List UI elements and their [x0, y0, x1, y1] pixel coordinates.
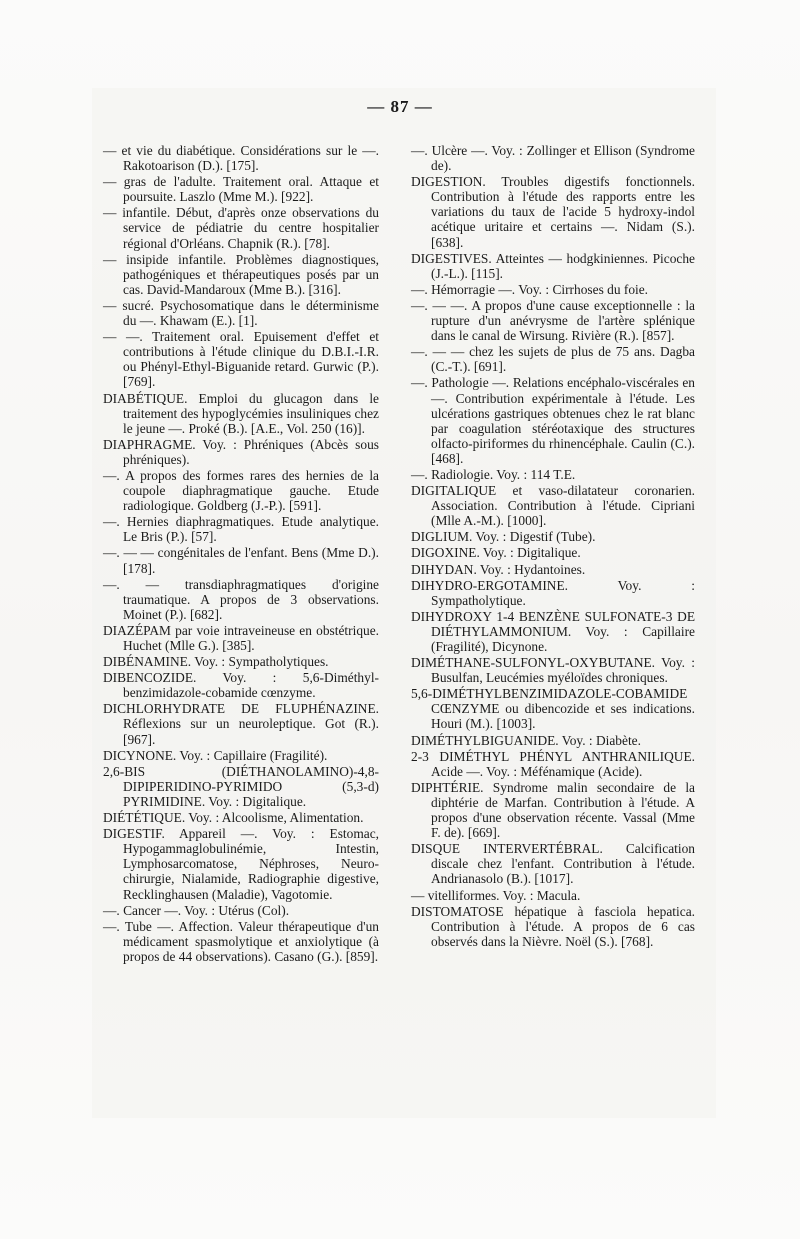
index-entry: DIHYDAN. Voy. : Hydantoines.: [411, 561, 586, 577]
index-entry: DIMÉTHYLBIGUANIDE. Voy. : Diabète.: [411, 732, 641, 748]
index-entry: — et vie du diabétique. Considérations sur le —. Rakotoarison (D.). [175].: [103, 143, 379, 174]
index-entry: DICHLORHYDRATE DE FLUPHÉNAZINE. Réflexions sur un neuroleptique. Got (R.). [967].: [103, 701, 379, 747]
index-entry: —. — transdiaphragmatiques d'origine traumatique. A propos de 3 observations. Moinet (P.). [682].: [103, 576, 379, 622]
index-entry: DIGESTION. Troubles digestifs fonctionnels. Contribution à l'étude des rapports entre les variations du taux de l'acide 5 hydroxy-indol acétique uritaire et certains —. Nidam (S.). [638].: [411, 174, 695, 250]
index-entry: — infantile. Début, d'après onze observations du service de pédiatrie du centre hospitalier régional d'Orléans. Chapnik (R.). [78].: [103, 205, 379, 251]
index-entry: —. Ulcère —. Voy. : Zollinger et Ellison (Syndrome de).: [411, 143, 695, 174]
index-entry: DIGESTIF. Appareil —. Voy. : Estomac, Hypogammaglobulinémie, Intestin, Lymphosarcomatose, Néphroses, Neuro-chirurgie, Nialamide, Radiographie digestive, Recklinghausen (Maladie), Vagotomie.: [103, 826, 379, 902]
index-entry: DIBENCOZIDE. Voy. : 5,6-Diméthyl-benzimidazole-cobamide cœnzyme.: [103, 670, 379, 701]
index-entry: —. Pathologie —. Relations encéphalo-viscérales en —. Contribution expérimentale à l'étude. Les ulcérations gastriques obtenues chez le rat blanc par coagulation stéréotaxique des structures olfacto-piriformes du rhinencéphale. Caulin (C.). [468].: [411, 375, 695, 466]
index-entry: —. Radiologie. Voy. : 114 T.E.: [411, 466, 576, 482]
index-entry: DIBÉNAMINE. Voy. : Sympatholytiques.: [103, 654, 329, 670]
right-column: [411, 143, 695, 950]
index-entry: —. Cancer —. Voy. : Utérus (Col).: [103, 902, 290, 918]
index-entry: DISTOMATOSE hépatique à fasciola hepatica. Contribution à l'étude. A propos de 6 cas observés dans la Nièvre. Noël (S.). [768].: [411, 903, 695, 949]
page-number: — 87 —: [367, 97, 433, 116]
index-entry: —. Tube —. Affection. Valeur thérapeutique d'un médicament spasmolytique et anxiolytique (à propos de 44 observations). Casano (G.). [859].: [103, 918, 379, 964]
left-column: [103, 143, 379, 965]
index-entry: 5,6-DIMÉTHYLBENZIMIDAZOLE-COBAMIDE CŒNZYME ou dibencozide et ses indications. Houri (M.). [1003].: [411, 686, 695, 732]
index-entry: — —. Traitement oral. Epuisement d'effet et contributions à l'étude clinique du D.B.I.-I.R. ou Phényl-Ethyl-Biguanide retard. Gurwic (P.). [769].: [103, 329, 379, 390]
index-entry: —. — — congénitales de l'enfant. Bens (Mme D.). [178].: [103, 545, 379, 576]
index-entry: 2,6-BIS (DIÉTHANOLAMINO)-4,8-DIPIPERIDINO-PYRIMIDO (5,3-d) PYRIMIDINE. Voy. : Digitalique.: [103, 763, 379, 809]
index-entry: —. Hémorragie —. Voy. : Cirrhoses du foie.: [411, 281, 649, 297]
index-entry: DIAPHRAGME. Voy. : Phréniques (Abcès sous phréniques).: [103, 436, 379, 467]
index-entry: — gras de l'adulte. Traitement oral. Attaque et poursuite. Laszlo (Mme M.). [922].: [103, 174, 379, 205]
index-entry: — vitelliformes. Voy. : Macula.: [411, 887, 581, 903]
index-entry: —. A propos des formes rares des hernies de la coupole diaphragmatique gauche. Etude radiologique. Goldberg (J.-P.). [591].: [103, 467, 379, 514]
index-entry: DIÉTÉTIQUE. Voy. : Alcoolisme, Alimentation.: [103, 810, 364, 826]
index-entry: DIGLIUM. Voy. : Digestif (Tube).: [411, 529, 596, 545]
index-entry: —. — —. A propos d'une cause exceptionnelle : la rupture d'un anévrysme de l'artère splénique dans le canal de Wirsung. Rivière (R.). [857].: [411, 297, 695, 344]
index-entry: — sucré. Psychosomatique dans le déterminisme du —. Khawam (E.). [1].: [103, 297, 379, 329]
index-entry: DISQUE INTERVERTÉBRAL. Calcification discale chez l'enfant. Contribution à l'étude. Andrianasolo (B.). [1017].: [411, 841, 695, 887]
index-entry: DIPHTÉRIE. Syndrome malin secondaire de la diphtérie de Marfan. Contribution à l'étude. A propos d'une observation récente. Vassal (Mme F. de). [669].: [411, 779, 695, 841]
index-entry: 2-3 DIMÉTHYL PHÉNYL ANTHRANILIQUE. Acide —. Voy. : Méfénamique (Acide).: [411, 748, 695, 779]
index-entry: —. — — chez les sujets de plus de 75 ans. Dagba (C.-T.). [691].: [411, 344, 695, 375]
index-entry: DIABÉTIQUE. Emploi du glucagon dans le traitement des hypoglycémies insuliniques chez le jeune —. Proké (B.). [A.E., Vol. 250 (16)].: [103, 390, 379, 436]
index-entry: DIGITALIQUE et vaso-dilatateur coronarien. Association. Contribution à l'étude. Cipriani (Mlle A.-M.). [1000].: [411, 483, 695, 529]
index-entry: DIGOXINE. Voy. : Digitalique.: [411, 545, 581, 561]
index-entry: — insipide infantile. Problèmes diagnostiques, pathogéniques et thérapeutiques posés par un cas. David-Mandaroux (Mme B.). [316].: [103, 251, 379, 297]
index-entry: DIHYDROXY 1-4 BENZÈNE SULFONATE-3 DE DIÉTHYLAMMONIUM. Voy. : Capillaire (Fragilité), Dicynone.: [411, 608, 695, 654]
index-entry: DIHYDRO-ERGOTAMINE. Voy. : Sympatholytique.: [411, 577, 695, 608]
index-entry: DICYNONE. Voy. : Capillaire (Fragilité).: [103, 747, 328, 763]
index-entry: DIGESTIVES. Atteintes — hodgkiniennes. Picoche (J.-L.). [115].: [411, 250, 695, 281]
index-entry: DIAZÉPAM par voie intraveineuse en obstétrique. Huchet (Mlle G.). [385].: [103, 622, 379, 653]
index-entry: —. Hernies diaphragmatiques. Etude analytique. Le Bris (P.). [57].: [103, 514, 379, 545]
index-entry: DIMÉTHANE-SULFONYL-OXYBUTANE. Voy. : Busulfan, Leucémies myéloïdes chroniques.: [411, 655, 695, 686]
